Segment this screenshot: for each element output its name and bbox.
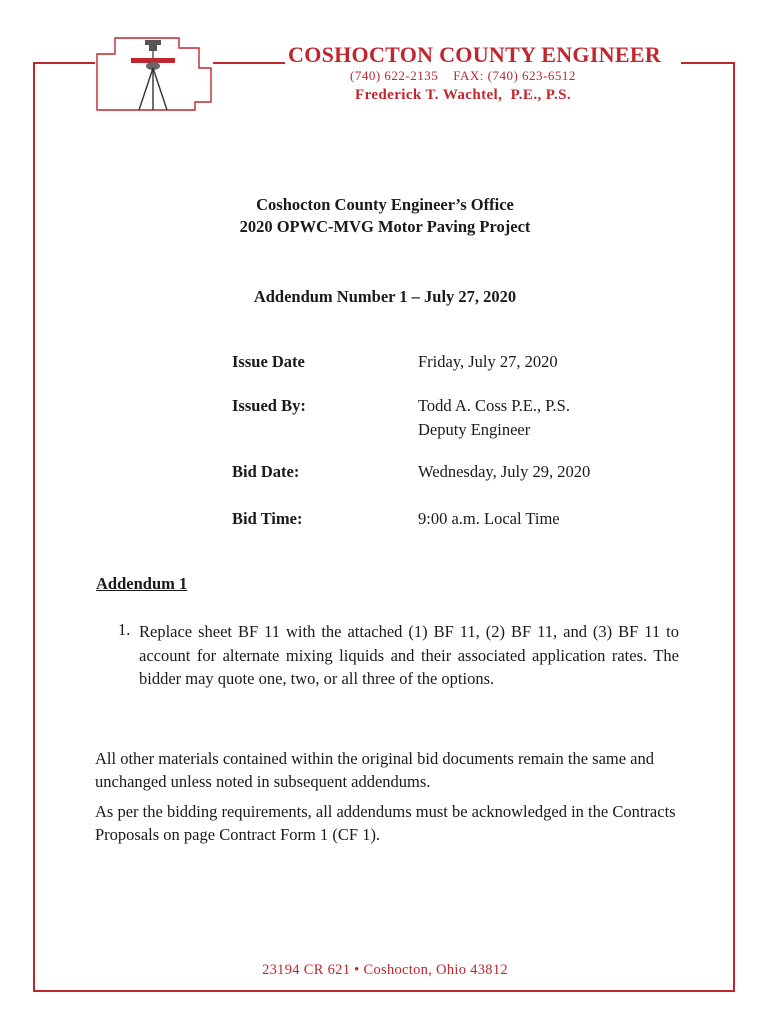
bid-date-label: Bid Date:	[232, 462, 300, 481]
footer-address: 23194 CR 621 • Coshocton, Ohio 43812	[262, 962, 508, 978]
bid-time-value: 9:00 a.m. Local Time	[418, 509, 560, 528]
border-top-right	[681, 62, 735, 64]
addendum-heading: Addendum 1	[96, 574, 188, 593]
header-phone-fax: (740) 622-2135 FAX: (740) 623-6512	[350, 68, 576, 83]
issued-by-label: Issued By:	[232, 396, 306, 415]
issue-date-label: Issue Date	[232, 352, 305, 371]
addendum-title: Addendum Number 1 – July 27, 2020	[253, 287, 517, 306]
issued-by-value: Todd A. Coss P.E., P.S.	[418, 396, 570, 415]
bid-date-value: Wednesday, July 29, 2020	[418, 462, 591, 481]
project-title: 2020 OPWC-MVG Motor Paving Project	[239, 217, 531, 236]
issue-date-value: Friday, July 27, 2020	[418, 352, 558, 371]
header-title: COSHOCTON COUNTY ENGINEER	[288, 42, 662, 67]
county-engineer-logo	[95, 36, 215, 112]
bid-time-label: Bid Time:	[232, 509, 303, 528]
paragraph-other-materials: All other materials contained within the original bid documents remain the same and unchanged unless noted in subsequent addendums.	[95, 749, 655, 791]
paragraph-acknowledgement: As per the bidding requirements, all addendums must be acknowledged in the Contracts Proposals on page Contract Form 1 (CF 1).	[95, 802, 676, 844]
header-engineer-name: Frederick T. Wachtel, P.E., P.S.	[355, 87, 571, 103]
border-top-left	[33, 62, 95, 64]
office-title: Coshocton County Engineer’s Office	[256, 195, 514, 214]
list-item-number: 1.	[118, 620, 131, 639]
list-item-text: Replace sheet BF 11 with the attached (1) BF 11, (2) BF 11, and (3) BF 11 to account for alternate mixing liquids and their associated application rates. The bidder may quote one, two, or all three of the options.	[139, 622, 679, 688]
issued-by-title: Deputy Engineer	[418, 420, 531, 439]
border-top-middle	[213, 62, 285, 64]
